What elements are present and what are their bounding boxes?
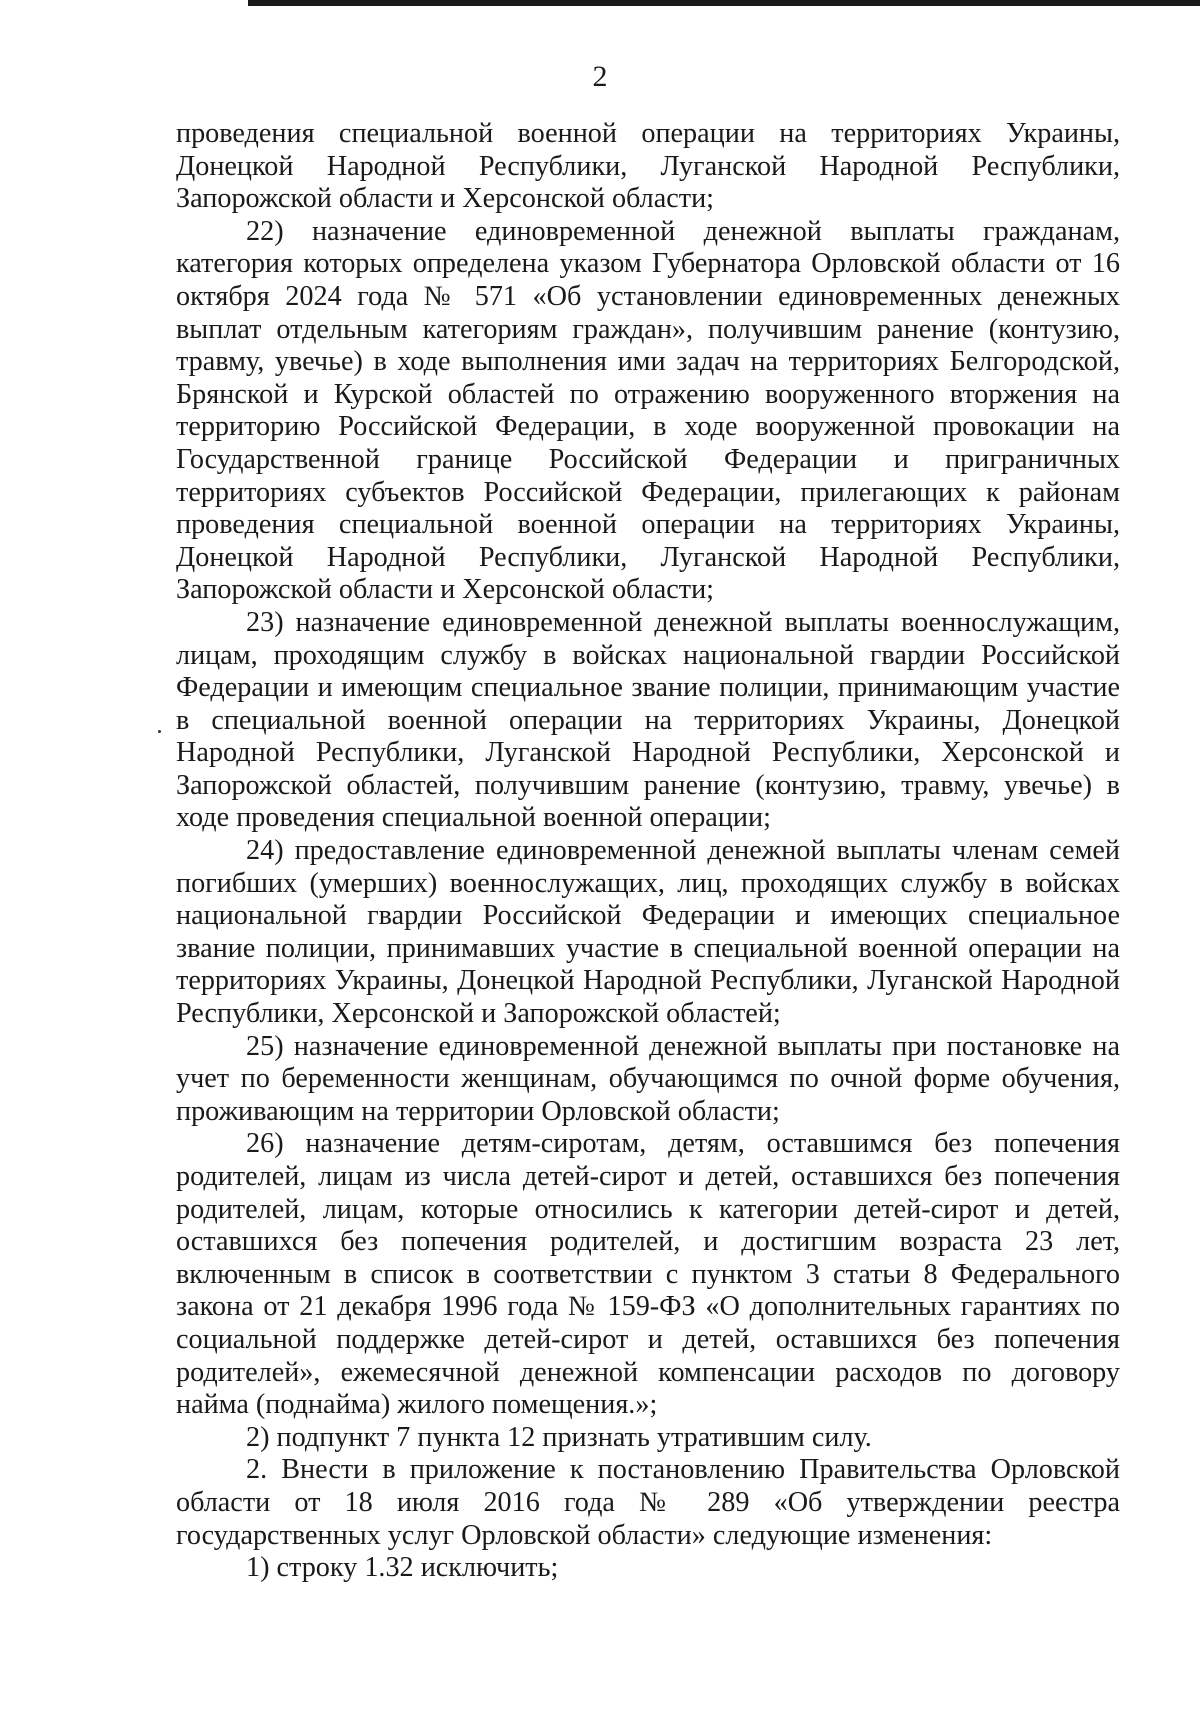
- paragraph-item-25: 25) назначение единовременной денежной выплаты при постановке на учет по беременности женщинам, обучающимся по очной форме обучения, проживающим на территории Орловской области;: [176, 1030, 1120, 1127]
- paragraph-subitem-2: 2) подпункт 7 пункта 12 признать утратившим силу.: [246, 1421, 872, 1453]
- paragraph-subitem-1: 1) строку 1.32 исключить;: [246, 1552, 559, 1584]
- paragraph-item-26: 26) назначение детям-сиротам, детям, оставшимся без попечения родителей, лицам из числа детей-сирот и детей, оставшихся без попечения родителей, лицам, которые относились к категории детей-сирот и детей, оставшихся без попечения родителей, и достигшим возраста 23 лет, включенным в список в соответствии с пунктом 3 статьи 8 Федерального закона от 21 декабря 1996 года № 159-ФЗ «О дополнительных гарантиях по социальной поддержке детей-сирот и детей, оставшихся без попечения родителей», ежемесячной денежной компенсации расходов по договору найма (поднайма) жилого помещения.»;: [176, 1128, 1120, 1421]
- paragraph-item-23: 23) назначение единовременной денежной выплаты военнослужащим, лицам, проходящим службу в войсках национальной гвардии Российской Федерации и имеющим специальное звание полиции, принимающим участие в специальной военной операции на территориях Украины, Донецкой Народной Республики, Луганской Народной Республики, Херсонской и Запорожской областей, получившим ранение (контузию, травму, увечье) в ходе проведения специальной военной операции;: [176, 606, 1120, 834]
- paragraph-continuation: проведения специальной военной операции на территориях Украины, Донецкой Народной Республики, Луганской Народной Республики, Запорожской области и Херсонской области;: [176, 118, 1120, 215]
- paragraph-section-2: 2. Внести в приложение к постановлению Правительства Орловской области от 18 июля 2016 года № 289 «Об утверждении реестра государственных услуг Орловской области» следующие изменения:: [176, 1454, 1120, 1551]
- page-number: 2: [592, 60, 608, 93]
- top-border-line: [248, 0, 1200, 6]
- paragraph-item-22: 22) назначение единовременной денежной выплаты гражданам, категория которых определена указом Губернатора Орловской области от 16 октября 2024 года № 571 «Об установлении единовременных денежных выплат отдельным категориям граждан», получившим ранение (контузию, травму, увечье) в ходе выполнения ими задач на территориях Белгородской, Брянской и Курской областей по отражению вооруженного вторжения на территорию Российской Федерации, в ходе вооруженной провокации на Государственной границе Российской Федерации и приграничных территориях субъектов Российской Федерации, прилегающих к районам проведения специальной военной операции на территориях Украины, Донецкой Народной Республики, Луганской Народной Республики, Запорожской области и Херсонской области;: [176, 215, 1120, 606]
- paragraph-item-24: 24) предоставление единовременной денежной выплаты членам семей погибших (умерших) военнослужащих, лиц, проходящих службу в войсках национальной гвардии Российской Федерации и имеющих специальное звание полиции, принимавших участие в специальной военной операции на территориях Украины, Донецкой Народной Республики, Луганской Народной Республики, Херсонской и Запорожской областей;: [176, 835, 1120, 1030]
- margin-mark: [158, 730, 161, 733]
- document-body: [176, 118, 1120, 1585]
